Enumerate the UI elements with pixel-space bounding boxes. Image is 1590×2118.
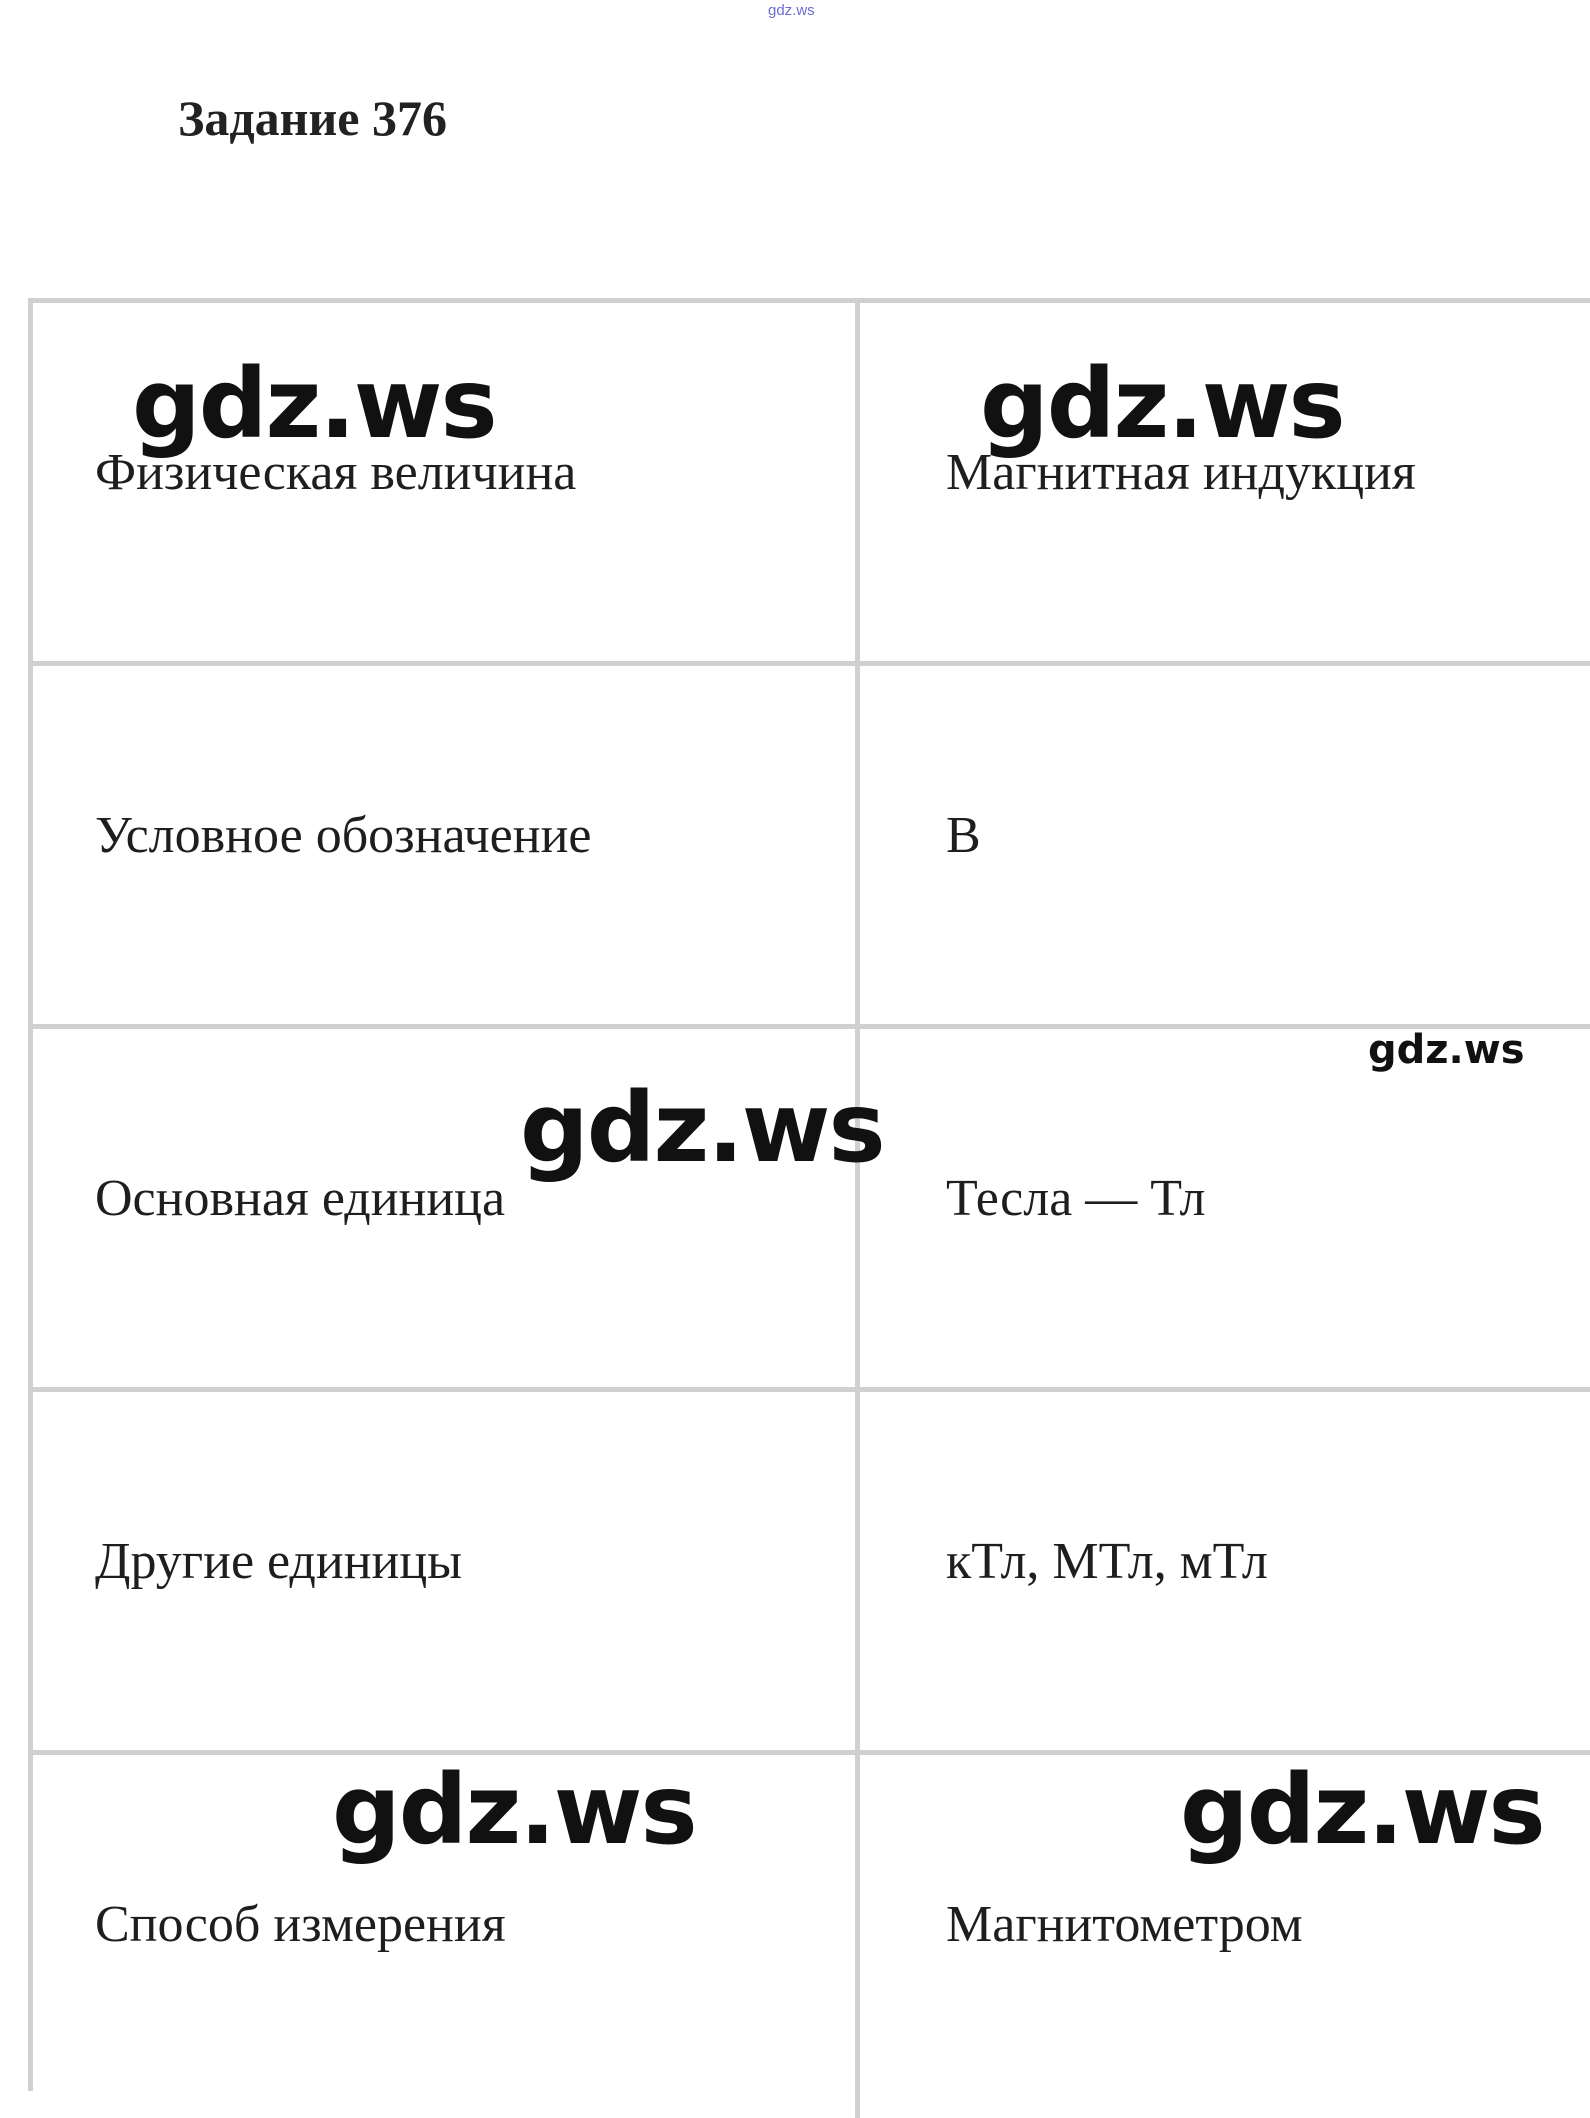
cell-label-text: Основная единица [95,1170,506,1227]
watermark: gdz.ws [132,348,496,460]
page-title: Задание 376 [178,90,447,146]
cell-label-text: Другие единицы [95,1533,463,1590]
table-row [33,1392,1590,1755]
cell-value-text: B [946,807,981,864]
cell-value-text: Тесла — Тл [946,1170,1206,1227]
watermark: gdz.ws [332,1754,696,1866]
table-cell-value [860,1029,1590,1387]
cell-label-text: Условное обозначение [95,807,592,864]
table-cell-value [860,666,1590,1024]
cell-label-text: Физическая величина [95,444,577,501]
watermark: gdz.ws [520,1072,884,1184]
watermark: gdz.ws [1180,1754,1544,1866]
top-watermark: gdz.ws [768,2,815,19]
watermark: gdz.ws [1368,1027,1525,1073]
table-cell-label [33,1392,860,1750]
cell-value-text: Магнитометром [946,1896,1303,1953]
table-row [33,666,1590,1029]
table-cell-label [33,666,860,1024]
cell-label-text: Способ измерения [95,1896,506,1953]
watermark: gdz.ws [980,348,1344,460]
cell-value-text: кТл, МТл, мТл [946,1533,1268,1590]
table-cell-value [860,1392,1590,1750]
cell-value-text: Магнитная индукция [946,444,1416,501]
